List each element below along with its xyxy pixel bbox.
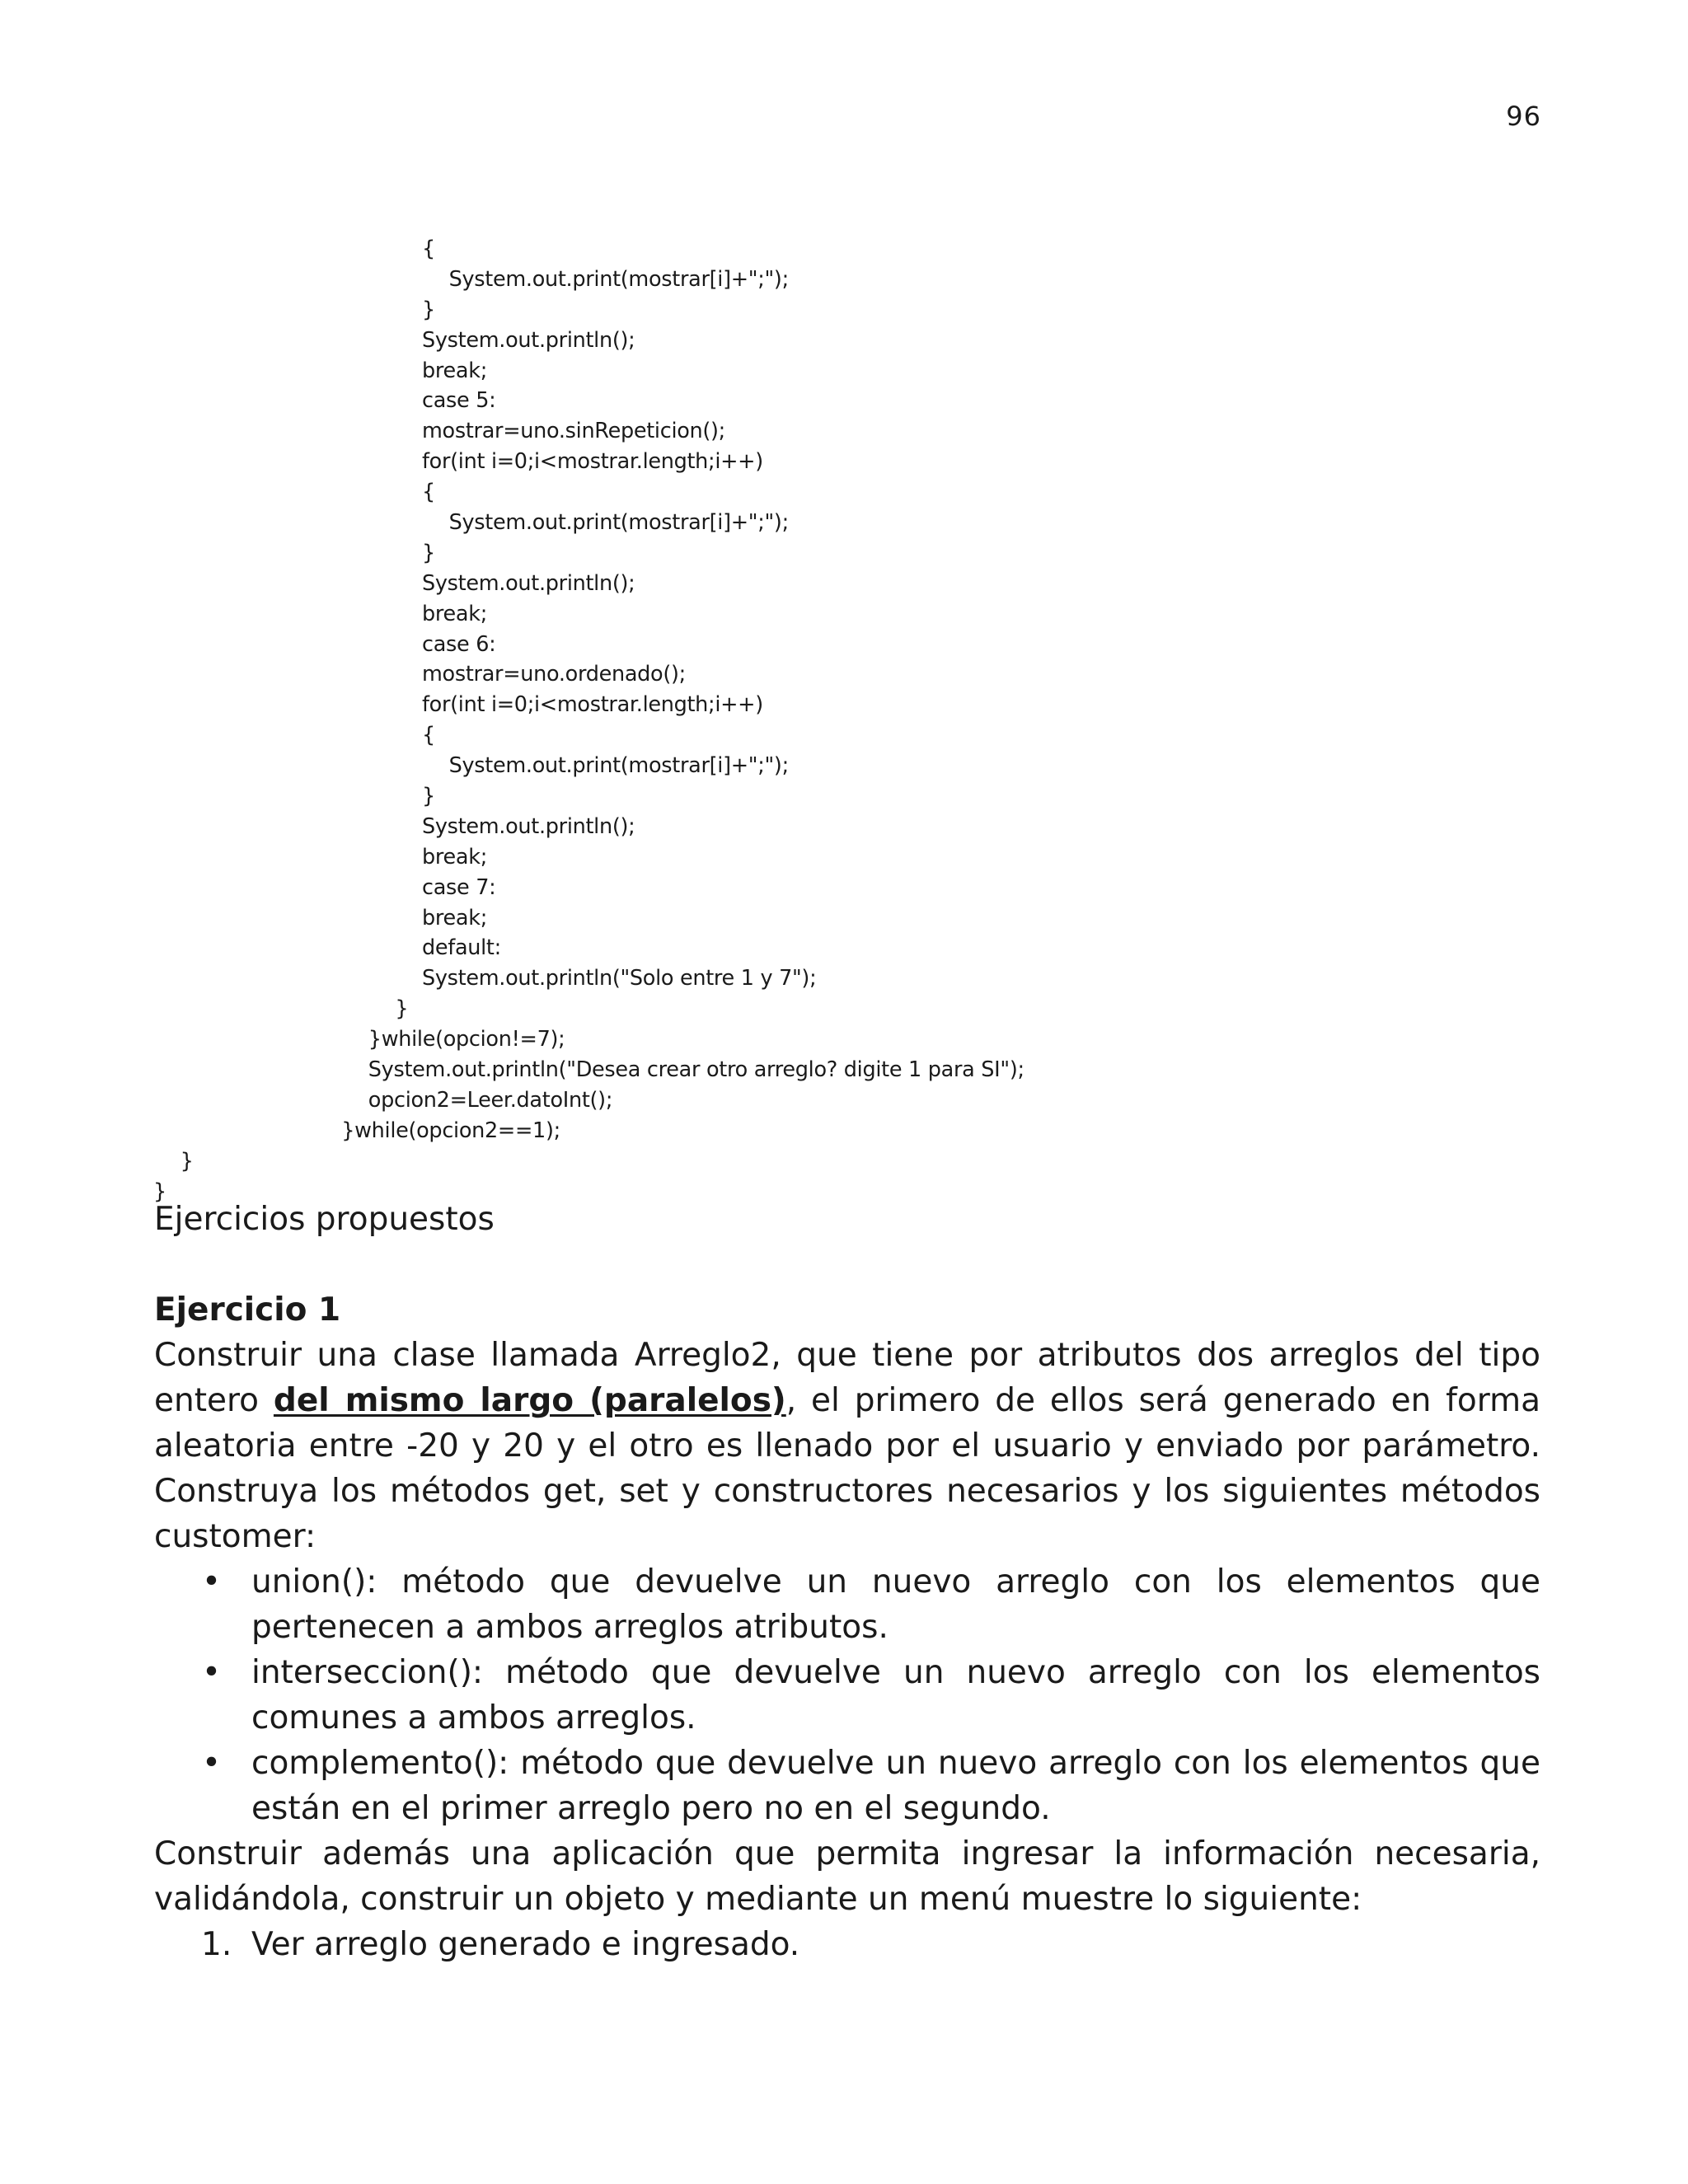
code-line: System.out.print(mostrar[i]+";");	[448, 510, 789, 536]
code-line: case 7:	[422, 874, 496, 900]
intro-text-after: , el primero de ellos será generado en forma aleatoria entre -20 y 20 y el otro es llenado por el usuario y enviado por parámetro. Construya los métodos get, set y constructores necesarios y los siguientes métodos customer:	[154, 1382, 1540, 1555]
method-description: interseccion(): método que devuelve un nuevo arreglo con los elementos comunes a ambos arreglos.	[251, 1654, 1540, 1736]
code-line: break;	[422, 844, 487, 869]
code-line: }	[422, 784, 435, 809]
code-line: mostrar=uno.ordenado();	[422, 662, 686, 687]
code-line: case 6:	[422, 631, 496, 657]
page-number: 96	[1506, 101, 1541, 132]
methods-list	[154, 1559, 1540, 1831]
list-item	[154, 1559, 1540, 1650]
code-line: break;	[422, 601, 487, 626]
code-listing	[153, 234, 1554, 1207]
code-line: opcion2=Leer.datoInt();	[368, 1087, 613, 1113]
menu-item-number: 1.	[201, 1926, 232, 1963]
code-line: System.out.print(mostrar[i]+";");	[448, 753, 789, 779]
list-item	[154, 1741, 1540, 1831]
intro-text-before: Construir una clase llamada Arreglo2, que tiene por atributos dos arreglos del tipo entero	[154, 1337, 1540, 1419]
code-line: }	[422, 540, 435, 565]
code-line: System.out.println("Solo entre 1 y 7");	[422, 966, 817, 991]
bullet-icon: •	[202, 1563, 222, 1601]
exercise-title: Ejercicio 1	[154, 1291, 341, 1329]
code-line: }	[395, 996, 409, 1022]
list-item	[154, 1922, 1540, 1967]
code-line: System.out.println();	[422, 570, 635, 596]
code-line: }while(opcion!=7);	[368, 1027, 565, 1052]
code-line: }	[422, 297, 435, 322]
code-line: break;	[422, 905, 487, 930]
code-line: break;	[422, 358, 487, 383]
code-line: {	[422, 480, 435, 505]
code-line: System.out.print(mostrar[i]+";");	[448, 266, 789, 292]
code-line: {	[422, 237, 435, 261]
code-line: mostrar=uno.sinRepeticion();	[422, 419, 725, 444]
code-line: for(int i=0;i<mostrar.length;i++)	[422, 692, 763, 718]
menu-item-text: Ver arreglo generado e ingresado.	[251, 1926, 800, 1963]
application-text: Construir además una aplicación que permita ingresar la información necesaria, validándola, construir un objeto y mediante un menú muestre lo siguiente:	[154, 1835, 1540, 1918]
list-item	[154, 1650, 1540, 1741]
code-line: System.out.println();	[422, 813, 635, 839]
method-description: union(): método que devuelve un nuevo arreglo con los elementos que pertenecen a ambos arreglos atributos.	[251, 1563, 1540, 1646]
exercise-intro	[154, 1333, 1540, 1559]
main-content	[154, 1197, 1540, 1967]
bullet-icon: •	[202, 1745, 222, 1782]
code-line: case 5:	[422, 388, 496, 414]
code-line: }	[180, 1148, 194, 1174]
code-line: default:	[422, 935, 501, 961]
code-line: }	[153, 1179, 166, 1204]
code-line: for(int i=0;i<mostrar.length;i++)	[422, 449, 763, 475]
method-description: complemento(): método que devuelve un nuevo arreglo con los elementos que están en el primer arreglo pero no en el segundo.	[251, 1745, 1540, 1827]
code-line: System.out.println("Desea crear otro arreglo? digite 1 para SI");	[368, 1057, 1025, 1083]
intro-emphasis: del mismo largo (paralelos)	[273, 1382, 786, 1419]
code-line: }while(opcion2==1);	[341, 1118, 560, 1143]
code-line: System.out.println();	[422, 327, 635, 353]
code-line: {	[422, 723, 435, 748]
menu-list	[154, 1922, 1540, 1967]
bullet-icon: •	[202, 1654, 222, 1691]
section-title: Ejercicios propuestos	[154, 1201, 495, 1238]
